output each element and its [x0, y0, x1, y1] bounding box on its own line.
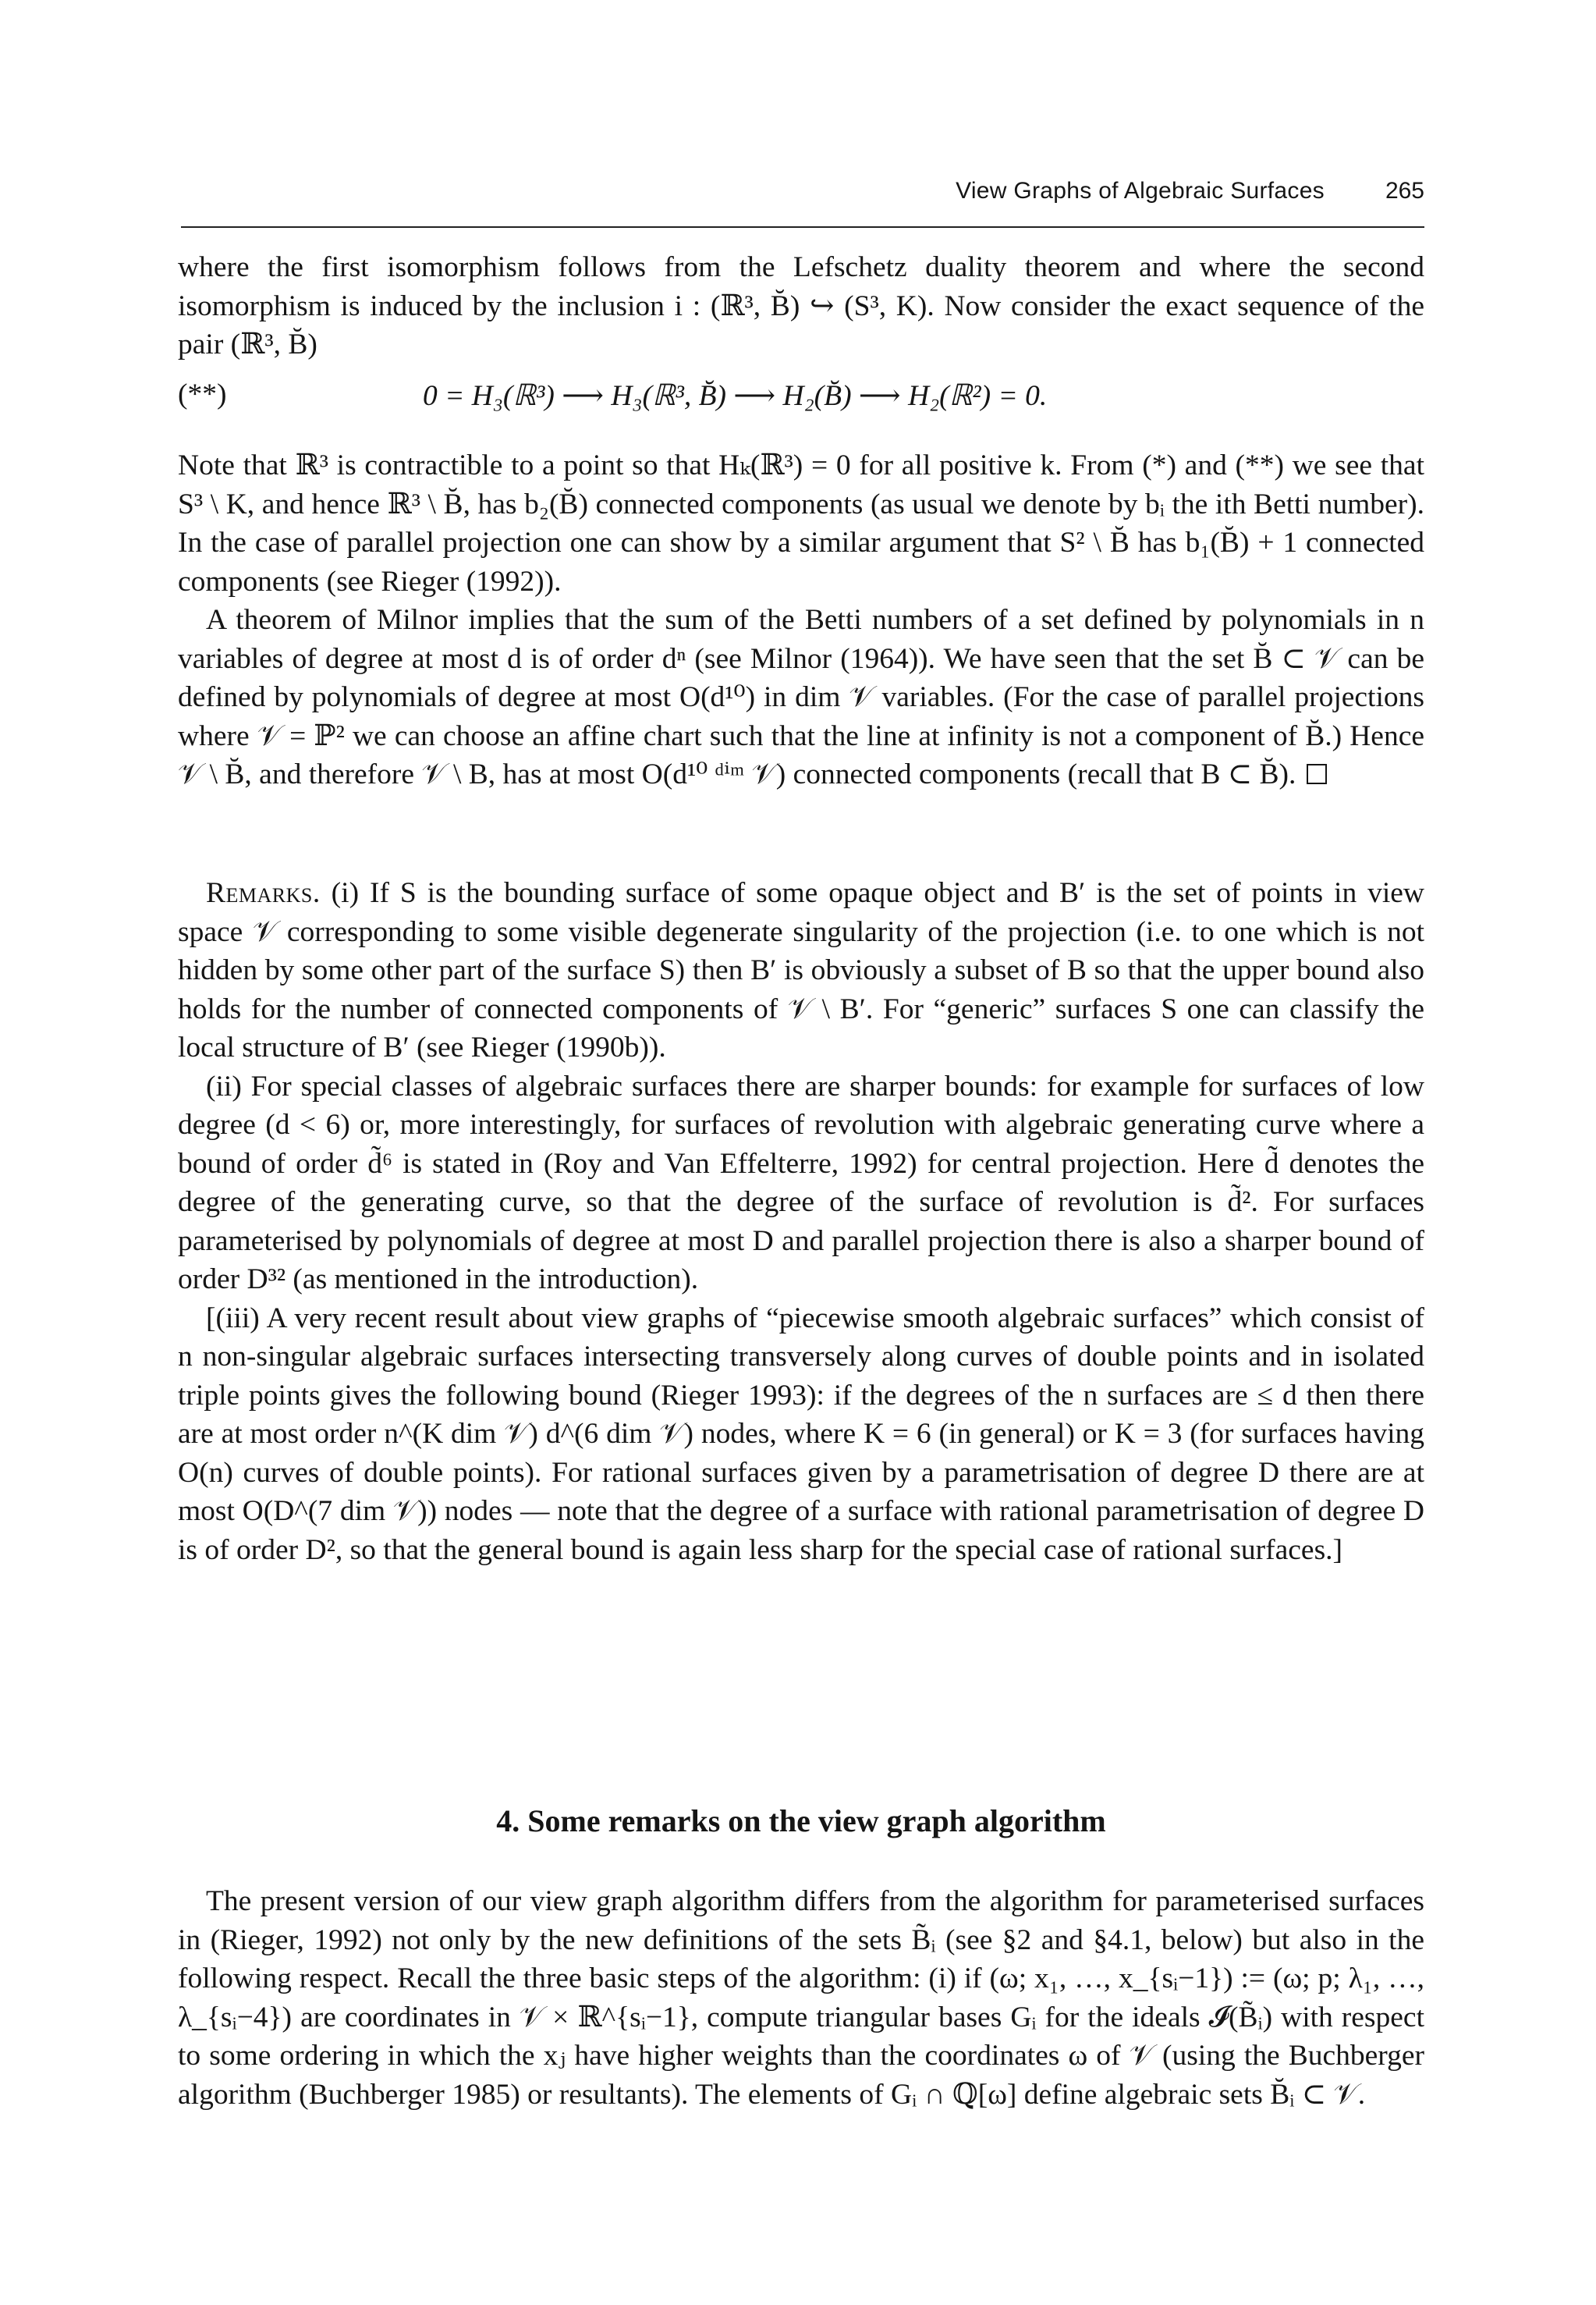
remark-iii: [(iii) A very recent result about view graphs of “piecewise smooth algebraic surfaces” which consist of n non-singular algebraic surfaces intersecting transversely along curves of double points and in isolated triple points gives the following bound (Rieger 1993): if the degrees of the n surfaces are ≤ d then there are at most order n^(K dim 𝒱) d^(6 dim 𝒱) nodes, where K = 6 (in general) or K = 3 (for surfaces having O(n) curves of double points). For rational surfaces given by a parametrisation of degree D there are at most O(D^(7 dim 𝒱)) nodes — note that the degree of a surface with rational parametrisation of degree D is of order D², so that the general bound is again less sharp for the special case of rational surfaces.]: [178, 1302, 1424, 1566]
equation-body: 0 = H₃(ℝ³) ⟶ H₃(ℝ³, B̆) ⟶ H₂(B̆) ⟶ H₂(ℝ²) = 0.: [423, 380, 1048, 412]
section-body: [178, 1882, 1424, 2114]
remarks-block: [178, 874, 1424, 1569]
running-title: View Graphs of Algebraic Surfaces: [956, 178, 1325, 204]
proof-paragraph-milnor: [178, 601, 1424, 794]
remark-i-text: (i) If S is the bounding surface of some opaque object and B′ is the set of points in view space 𝒱 corresponding to some visible degenerate singularity of the projection (i.e. to one which is not hidden by some other part of the surface S) then B′ is obviously a subset of B so that the upper bound also holds for the number of connected components of 𝒱 \ B′. For “generic” surfaces S one can classify the local structure of B′ (see Rieger (1990b)).: [178, 877, 1425, 1064]
remark-i: [178, 874, 1424, 1067]
equation-label: (**): [178, 378, 227, 410]
section-heading: 4. Some remarks on the view graph algorithm: [496, 1803, 1106, 1838]
proof-paragraph-contractible: Note that ℝ³ is contractible to a point so that Hₖ(ℝ³) = 0 for all positive k. From (*) and (**) we see that S³ \ K, and hence ℝ³ \ B̆, has b₂(B̆) connected components (as usual we denote by bᵢ the ith Betti number). In the case of parallel projection one can show by a similar argument that S² \ B̆ has b₁(B̆) + 1 connected components (see Rieger (1992)).: [178, 449, 1424, 598]
section-paragraph: The present version of our view graph algorithm differs from the algorithm for parameterised surfaces in (Rieger, 1992) not only by the new definitions of the sets B̃ᵢ (see §2 and §4.1, below) but also in the following respect. Recall the three basic steps of the algorithm: (i) if (ω; x₁, …, x_{sᵢ−1}) := (ω; p; λ₁, …, λ_{sᵢ−4}) are coordinates in 𝒱 × ℝ^{sᵢ−1}, compute triangular bases Gᵢ for the ideals 𝓘(B̃ᵢ) with respect to some ordering in which the xⱼ have higher weights than the coordinates ω of 𝒱 (using the Buchberger algorithm (Buchberger 1985) or resultants). The elements of Gᵢ ∩ ℚ[ω] define algebraic sets B̆ᵢ ⊂ 𝒱.: [178, 1885, 1424, 2111]
milnor-text: A theorem of Milnor implies that the sum of the Betti numbers of a set defined by polynomials in n variables of degree at most d is of order dⁿ (see Milnor (1964)). We have seen that the set B̆ ⊂ 𝒱 can be defined by polynomials of degree at most O(d¹⁰) in dim 𝒱 variables. (For the case of parallel projections where 𝒱 = ℙ² we can choose an affine chart such that the line at infinity is not a component of B̆.) Hence 𝒱 \ B̆, and therefore 𝒱 \ B, has at most O(d¹⁰ ᵈⁱᵐ 𝒱) connected components (recall that B ⊂ B̆).: [178, 604, 1424, 790]
running-header: [181, 176, 1424, 228]
page-number: 265: [1385, 178, 1424, 204]
intro-paragraph: where the first isomorphism follows from the Lefschetz duality theorem and where the second isomorphism is induced by the inclusion i : (ℝ³, B̆) ↪ (S³, K). Now consider the exact sequence of the pair (ℝ³, B̆): [178, 251, 1424, 360]
qed-square-icon: [1307, 764, 1327, 784]
intro-block: [178, 248, 1424, 364]
proof-continuation: [178, 446, 1424, 794]
exact-sequence-equation: [178, 378, 1424, 418]
remarks-heading: Remarks.: [206, 877, 321, 909]
remark-ii: (ii) For special classes of algebraic surfaces there are sharper bounds: for example for surfaces of low degree (d < 6) or, more interestingly, for surfaces of revolution with algebraic generating curve where a bound of order d̃⁶ is stated in (Roy and Van Effelterre, 1992) for central projection. Here d̃ denotes the degree of the generating curve, so that the degree of the surface of revolution is d̃². For surfaces parameterised by polynomials of degree at most D and parallel projection there is also a sharper bound of order D³² (as mentioned in the introduction).: [178, 1070, 1424, 1295]
